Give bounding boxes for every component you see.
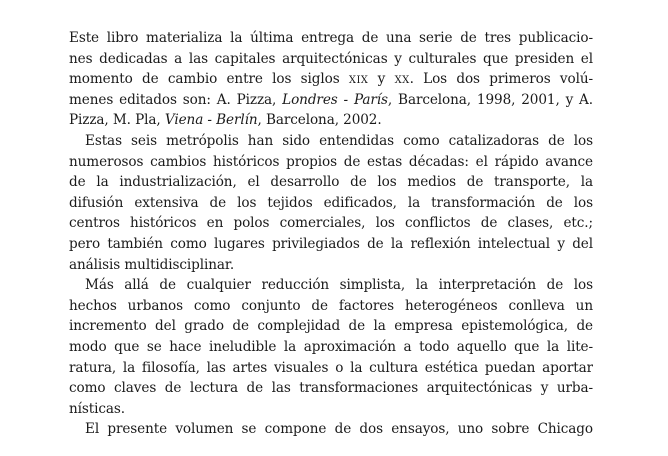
text-line: de la industrialización, el desarrollo de los medios de transporte, la bbox=[69, 174, 593, 191]
text-line: análisis multidisciplinar. bbox=[69, 256, 235, 273]
text-segment: Pizza, M. Pla, bbox=[69, 112, 165, 129]
text-segment: menes editados son: A. Pizza, bbox=[69, 91, 283, 108]
paragraph-2 bbox=[69, 131, 593, 275]
text-line: Más allá de cualquier reducción simplista, la interpretación de los bbox=[85, 277, 593, 294]
text-line bbox=[69, 90, 593, 111]
text-line: El presente volumen se compone de dos ensayos, uno sobre Chicago bbox=[85, 421, 593, 438]
text-line: hechos urbanos como conjunto de factores heterogéneos conlleva un bbox=[69, 297, 593, 314]
text-segment: momento de cambio entre los siglos bbox=[69, 71, 349, 88]
text-line: difusión extensiva de los tejidos edificados, la transformación de los bbox=[69, 194, 593, 211]
text-segment: y bbox=[368, 71, 395, 88]
text-line: incremento del grado de complejidad de la empresa epistemológica, de bbox=[69, 318, 593, 335]
text-line bbox=[69, 110, 593, 131]
book-title: Londres - París bbox=[282, 91, 388, 108]
paragraph-3 bbox=[69, 275, 593, 419]
text-line: numerosos cambios históricos propios de estas décadas: el rápido avance bbox=[69, 153, 593, 170]
text-line: Este libro materializa la última entrega de una serie de tres publicacio- bbox=[69, 30, 593, 46]
text-line: nísticas. bbox=[69, 400, 126, 417]
text-segment: , Barcelona, 2002. bbox=[257, 112, 382, 129]
paragraph-1 bbox=[69, 28, 593, 131]
book-title: Viena - Berlín bbox=[164, 112, 258, 129]
text-line: como claves de lectura de las transformaciones arquitectónicas y urba- bbox=[69, 380, 593, 397]
text-line bbox=[69, 69, 593, 90]
text-segment: . Los dos primeros volú- bbox=[409, 71, 593, 88]
text-line: modo que se hace ineludible la aproximación a todo aquello que la lite- bbox=[69, 338, 593, 355]
text-line: ratura, la filosofía, las artes visuales o la cultura estética puedan aportar bbox=[69, 359, 593, 376]
text-line: nes dedicadas a las capitales arquitectónicas y culturales que presiden el bbox=[69, 50, 593, 67]
text-line: pero también como lugares privilegiados de la reflexión intelectual y del bbox=[69, 235, 593, 252]
text-segment: , Barcelona, 1998, 2001, y A. bbox=[387, 91, 593, 108]
body-text bbox=[69, 28, 593, 440]
text-line: Estas seis metrópolis han sido entendidas como catalizadoras de los bbox=[85, 132, 593, 149]
roman-numeral: xix bbox=[348, 71, 369, 88]
text-line: centros históricos en polos comerciales, los conflictos de clases, etc.; bbox=[69, 215, 593, 232]
paragraph-4 bbox=[69, 419, 593, 440]
roman-numeral: xx bbox=[394, 71, 410, 88]
